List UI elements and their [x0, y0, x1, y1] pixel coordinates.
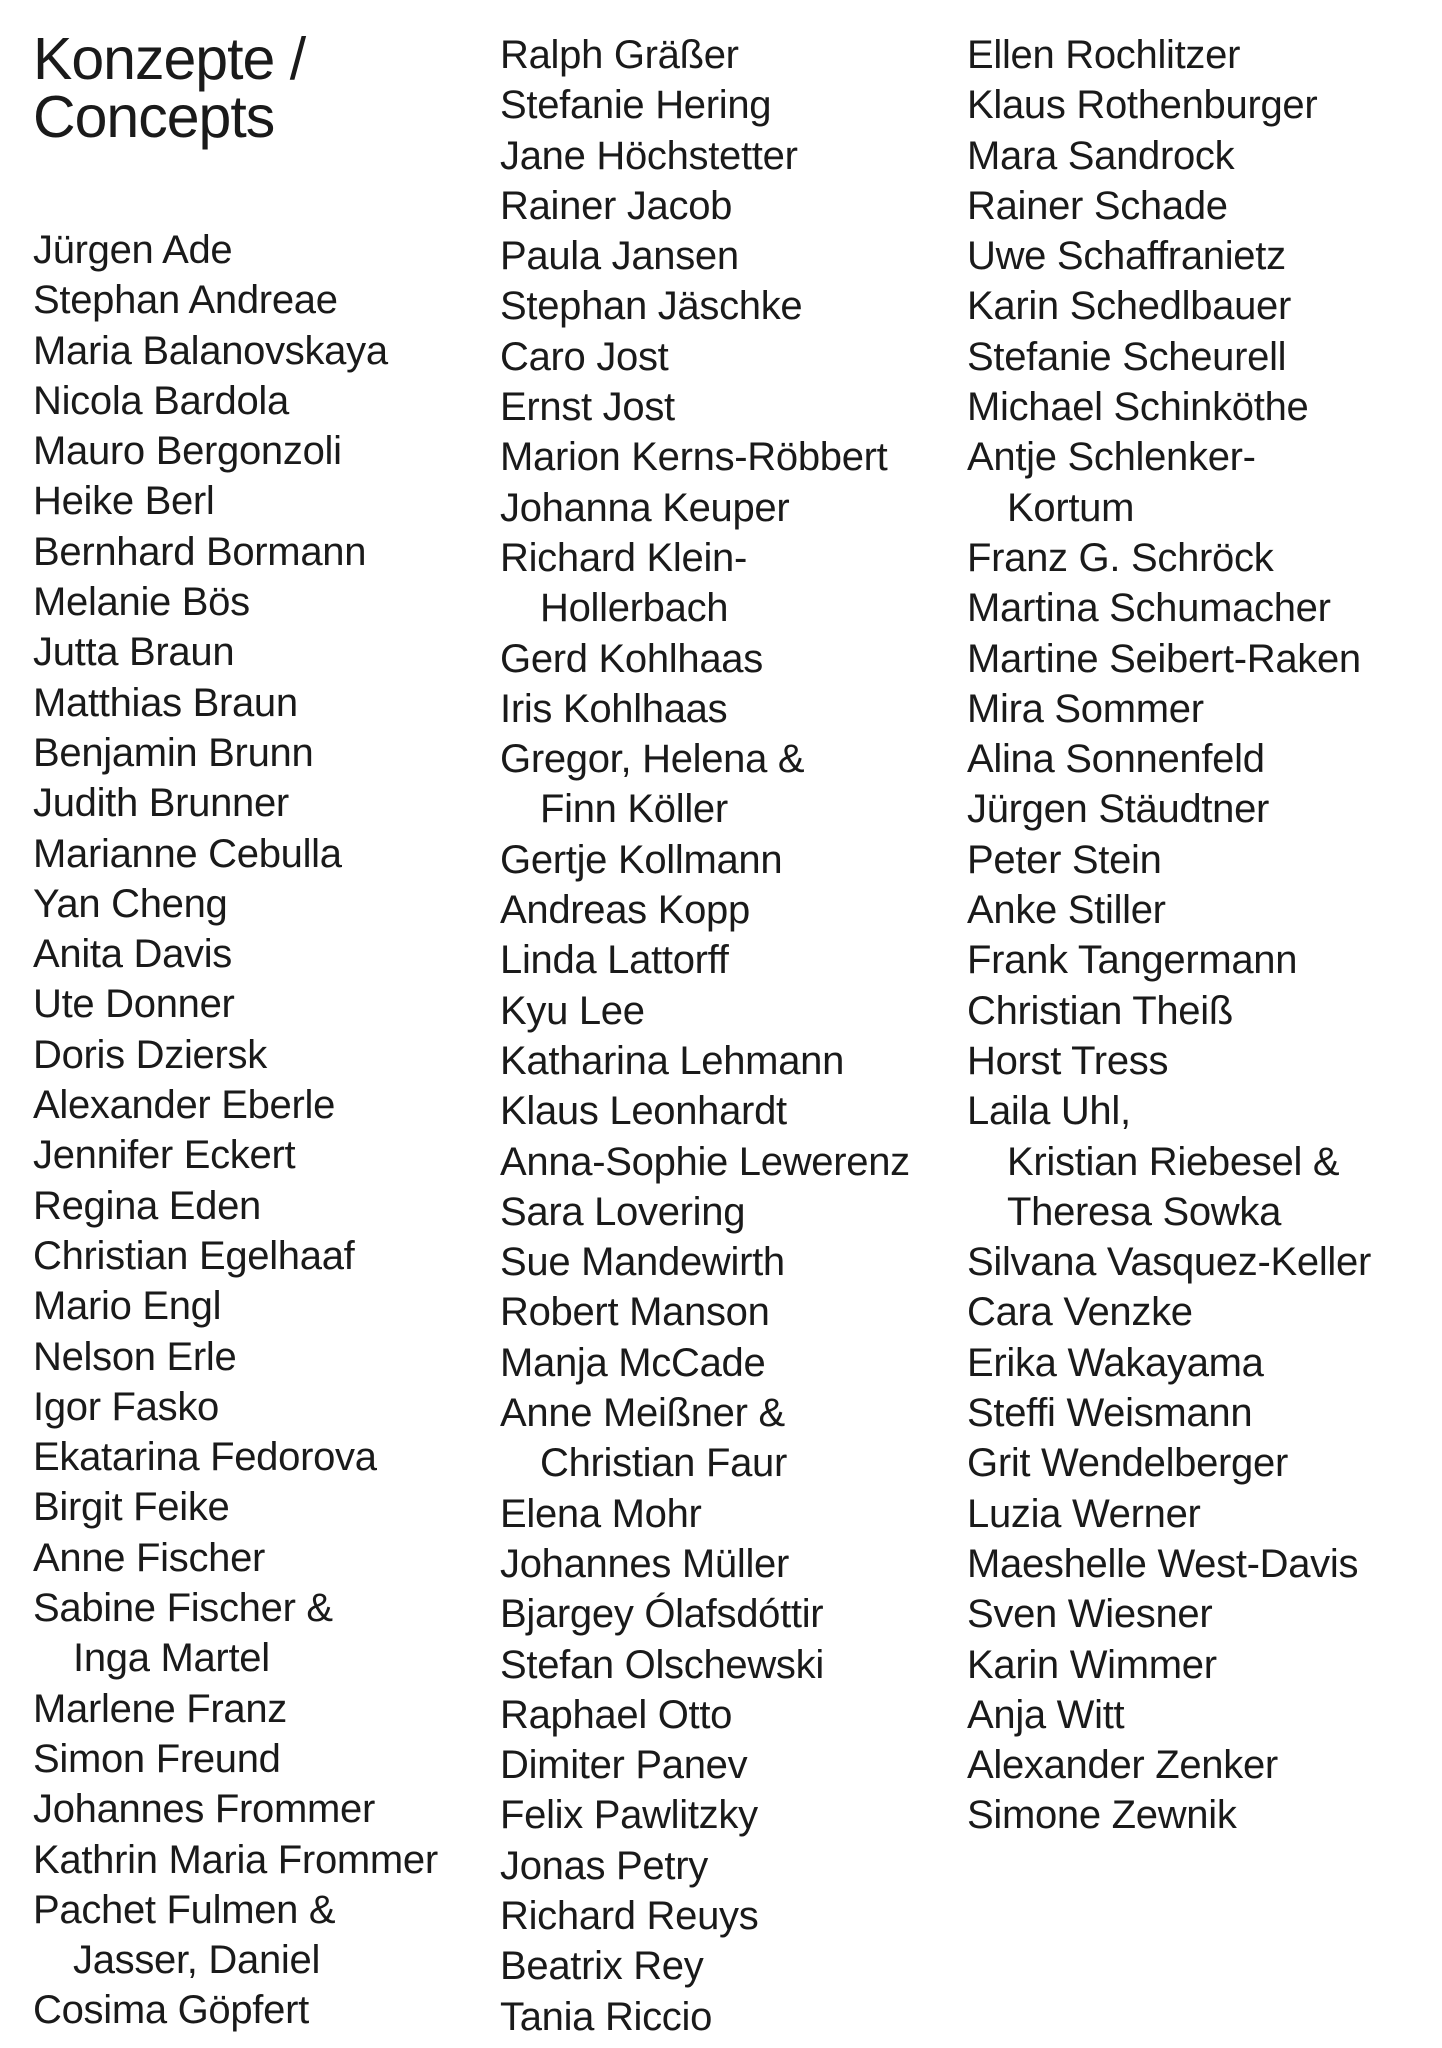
name-line: Steffi Weismann — [967, 1391, 1253, 1436]
name-line: Doris Dziersk — [33, 1032, 267, 1077]
name-entry — [967, 1790, 1437, 1840]
name-line: Rainer Schade — [967, 183, 1228, 228]
name-entry — [967, 1539, 1437, 1589]
name-entry — [967, 80, 1437, 130]
name-entry — [500, 1237, 970, 1287]
name-entry — [33, 778, 503, 828]
name-entry — [33, 376, 503, 426]
name-entry — [33, 225, 503, 275]
name-line: Klaus Leonhardt — [500, 1089, 787, 1134]
name-entry — [500, 835, 970, 885]
name-continuation-line: Christian Faur — [540, 1441, 787, 1486]
name-entry — [500, 1086, 970, 1136]
name-line: Sabine Fischer & — [33, 1586, 333, 1631]
name-entry — [500, 1338, 970, 1388]
name-entry — [33, 1231, 503, 1281]
name-entry — [500, 1287, 970, 1337]
name-line: Melanie Bös — [33, 580, 250, 625]
name-line: Nicola Bardola — [33, 378, 289, 423]
name-line: Silvana Vasquez-Keller — [967, 1240, 1371, 1285]
name-entry — [33, 577, 503, 627]
name-entry — [967, 181, 1437, 231]
name-entry — [33, 1382, 503, 1432]
name-entry — [33, 1030, 503, 1080]
name-line: Alexander Zenker — [967, 1743, 1278, 1788]
name-entry — [33, 1583, 503, 1684]
name-line: Ute Donner — [33, 982, 235, 1027]
name-line: Robert Manson — [500, 1290, 770, 1335]
name-line: Andreas Kopp — [500, 888, 750, 933]
name-line: Tania Riccio — [500, 1994, 713, 2039]
name-line: Johannes Müller — [500, 1541, 789, 1586]
name-line: Richard Klein- — [500, 535, 748, 580]
name-entry — [967, 583, 1437, 633]
name-line: Cosima Göpfert — [33, 1988, 309, 2033]
name-line: Horst Tress — [967, 1038, 1169, 1083]
name-entry — [500, 885, 970, 935]
name-entry — [33, 1332, 503, 1382]
name-line: Katharina Lehmann — [500, 1038, 845, 1083]
name-line: Karin Schedlbauer — [967, 284, 1292, 329]
name-line: Marion Kerns-Röbbert — [500, 435, 888, 480]
name-entry — [967, 1237, 1437, 1287]
name-entry — [33, 728, 503, 778]
name-entry — [500, 1539, 970, 1589]
name-entry — [967, 1489, 1437, 1539]
name-entry — [33, 1835, 503, 1885]
name-line: Ellen Rochlitzer — [967, 33, 1241, 77]
name-line: Frank Tangermann — [967, 938, 1298, 983]
name-line: Rainer Jacob — [500, 183, 733, 228]
name-line: Judith Brunner — [33, 781, 289, 826]
name-entry — [33, 1181, 503, 1231]
name-line: Mira Sommer — [967, 686, 1204, 731]
title-spacer — [33, 146, 503, 225]
name-entry — [500, 80, 970, 130]
name-line: Maria Balanovskaya — [33, 328, 388, 373]
name-entry — [967, 784, 1437, 834]
name-line: Mario Engl — [33, 1284, 222, 1329]
name-entry — [33, 326, 503, 376]
name-continuation-line: Hollerbach — [540, 586, 729, 631]
name-list — [500, 30, 970, 2042]
name-entry — [500, 281, 970, 331]
name-entry — [500, 1388, 970, 1489]
name-line: Anne Meißner & — [500, 1391, 785, 1436]
name-entry — [33, 527, 503, 577]
name-line: Dimiter Panev — [500, 1743, 748, 1788]
name-entry — [33, 879, 503, 929]
name-line: Kyu Lee — [500, 988, 645, 1033]
name-entry — [500, 181, 970, 231]
name-entry — [967, 1740, 1437, 1790]
name-entry — [500, 432, 970, 482]
name-entry — [967, 1589, 1437, 1639]
name-line: Mara Sandrock — [967, 133, 1235, 178]
name-entry — [967, 231, 1437, 281]
name-entry — [500, 533, 970, 634]
name-line: Christian Egelhaaf — [33, 1233, 355, 1278]
name-entry — [967, 1438, 1437, 1488]
name-entry — [500, 986, 970, 1036]
name-entry — [967, 131, 1437, 181]
name-entry — [500, 332, 970, 382]
name-entry — [500, 483, 970, 533]
name-entry — [33, 1432, 503, 1482]
name-entry — [33, 1885, 503, 1986]
name-line: Jennifer Eckert — [33, 1133, 296, 1178]
name-entry — [967, 734, 1437, 784]
name-entry — [500, 1790, 970, 1840]
name-line: Jane Höchstetter — [500, 133, 798, 178]
name-line: Christian Theiß — [967, 988, 1233, 1033]
name-line: Heike Berl — [33, 479, 215, 524]
name-line: Franz G. Schröck — [967, 535, 1274, 580]
name-line: Felix Pawlitzky — [500, 1793, 758, 1838]
name-line: Paula Jansen — [500, 234, 739, 279]
name-continuation-line: Theresa Sowka — [1007, 1189, 1282, 1234]
name-line: Bjargey Ólafsdóttir — [500, 1592, 824, 1637]
name-entry — [33, 1734, 503, 1784]
name-line: Stefanie Scheurell — [967, 334, 1287, 379]
name-entry — [967, 1388, 1437, 1438]
name-line: Kathrin Maria Frommer — [33, 1837, 438, 1882]
name-line: Marlene Franz — [33, 1686, 287, 1731]
name-line: Ernst Jost — [500, 385, 675, 430]
name-line: Antje Schlenker- — [967, 435, 1256, 480]
name-entry — [500, 734, 970, 835]
name-entry — [500, 30, 970, 80]
name-entry — [967, 634, 1437, 684]
name-line: Luzia Werner — [967, 1491, 1201, 1536]
name-entry — [967, 432, 1437, 533]
name-line: Sue Mandewirth — [500, 1240, 785, 1285]
name-line: Stephan Andreae — [33, 278, 338, 323]
name-line: Grit Wendelberger — [967, 1441, 1288, 1486]
name-line: Johanna Keuper — [500, 485, 790, 530]
name-line: Gerd Kohlhaas — [500, 636, 763, 681]
name-line: Richard Reuys — [500, 1893, 759, 1938]
name-entry — [967, 885, 1437, 935]
name-line: Ralph Gräßer — [500, 33, 739, 77]
name-line: Sven Wiesner — [967, 1592, 1213, 1637]
name-entry — [967, 684, 1437, 734]
name-line: Manja McCade — [500, 1340, 766, 1385]
name-line: Mauro Bergonzoli — [33, 429, 342, 474]
name-entry — [500, 131, 970, 181]
name-entry — [500, 684, 970, 734]
name-line: Gertje Kollmann — [500, 837, 783, 882]
name-entry — [500, 1941, 970, 1991]
name-entry — [33, 275, 503, 325]
name-line: Jonas Petry — [500, 1843, 708, 1888]
name-line: Jürgen Stäudtner — [967, 787, 1270, 832]
name-entry — [967, 30, 1437, 80]
name-entry — [967, 835, 1437, 885]
name-entry — [500, 1589, 970, 1639]
name-entry — [967, 332, 1437, 382]
name-entry — [33, 1985, 503, 2035]
name-entry — [33, 1784, 503, 1834]
name-line: Alina Sonnenfeld — [967, 737, 1265, 782]
name-continuation-line: Inga Martel — [73, 1636, 270, 1681]
name-entry — [33, 979, 503, 1029]
name-line: Iris Kohlhaas — [500, 686, 728, 731]
name-entry — [33, 1482, 503, 1532]
name-entry — [500, 634, 970, 684]
name-entry — [967, 1640, 1437, 1690]
name-line: Pachet Fulmen & — [33, 1887, 336, 1932]
name-continuation-line: Kortum — [1007, 485, 1135, 530]
name-list — [967, 30, 1437, 1841]
name-line: Laila Uhl, — [967, 1089, 1131, 1134]
name-line: Klaus Rothenburger — [967, 83, 1318, 128]
name-line: Anita Davis — [33, 932, 233, 977]
page-title-line-1: Konzepte / — [33, 26, 306, 92]
name-line: Jutta Braun — [33, 630, 235, 675]
name-entry — [967, 1086, 1437, 1237]
name-line: Martina Schumacher — [967, 586, 1331, 631]
name-entry — [500, 1137, 970, 1187]
name-entry — [33, 426, 503, 476]
name-entry — [967, 986, 1437, 1036]
name-entry — [500, 1891, 970, 1941]
name-line: Igor Fasko — [33, 1384, 219, 1429]
name-line: Marianne Cebulla — [33, 831, 342, 876]
name-entry — [967, 1338, 1437, 1388]
names-column-3 — [967, 30, 1437, 1841]
name-continuation-line: Finn Köller — [540, 787, 728, 832]
name-line: Karin Wimmer — [967, 1642, 1217, 1687]
name-line: Peter Stein — [967, 837, 1162, 882]
name-line: Gregor, Helena & — [500, 737, 805, 782]
name-line: Anja Witt — [967, 1692, 1125, 1737]
name-line: Alexander Eberle — [33, 1083, 336, 1128]
name-entry — [500, 1187, 970, 1237]
name-line: Martine Seibert-Raken — [967, 636, 1361, 681]
name-entry — [33, 476, 503, 526]
name-line: Anna-Sophie Lewerenz — [500, 1139, 910, 1184]
name-line: Linda Lattorff — [500, 938, 729, 983]
name-entry — [33, 1533, 503, 1583]
name-entry — [33, 1130, 503, 1180]
name-entry — [967, 935, 1437, 985]
name-entry — [33, 1281, 503, 1331]
name-line: Sara Lovering — [500, 1189, 746, 1234]
name-line: Bernhard Bormann — [33, 529, 367, 574]
name-line: Birgit Feike — [33, 1485, 230, 1530]
name-entry — [967, 533, 1437, 583]
name-line: Cara Venzke — [967, 1290, 1193, 1335]
name-entry — [33, 829, 503, 879]
name-entry — [500, 1992, 970, 2042]
name-line: Matthias Braun — [33, 680, 298, 725]
name-line: Jürgen Ade — [33, 228, 233, 272]
names-column-2 — [500, 30, 970, 2042]
name-entry — [500, 1690, 970, 1740]
name-line: Yan Cheng — [33, 881, 228, 926]
name-entry — [967, 1287, 1437, 1337]
name-entry — [967, 1036, 1437, 1086]
name-line: Anne Fischer — [33, 1535, 266, 1580]
name-line: Johannes Frommer — [33, 1787, 375, 1832]
name-line: Erika Wakayama — [967, 1340, 1264, 1385]
name-line: Stefanie Hering — [500, 83, 772, 128]
name-line: Anke Stiller — [967, 888, 1166, 933]
name-entry — [33, 1684, 503, 1734]
name-entry — [33, 1080, 503, 1130]
name-line: Uwe Schaffranietz — [967, 234, 1286, 279]
name-line: Benjamin Brunn — [33, 730, 314, 775]
name-line: Stefan Olschewski — [500, 1642, 824, 1687]
name-entry — [967, 1690, 1437, 1740]
name-line: Regina Eden — [33, 1183, 261, 1228]
page-title — [33, 26, 503, 150]
name-entry — [33, 627, 503, 677]
names-column-1 — [33, 26, 503, 2036]
name-line: Beatrix Rey — [500, 1944, 704, 1989]
name-entry — [500, 1640, 970, 1690]
name-continuation-line: Kristian Riebesel & — [1007, 1139, 1340, 1184]
name-entry — [500, 1841, 970, 1891]
name-entry — [500, 1740, 970, 1790]
name-line: Ekatarina Fedorova — [33, 1435, 377, 1480]
name-line: Nelson Erle — [33, 1334, 237, 1379]
name-line: Caro Jost — [500, 334, 669, 379]
name-continuation-line: Jasser, Daniel — [73, 1938, 321, 1983]
name-line: Raphael Otto — [500, 1692, 733, 1737]
name-entry — [500, 1036, 970, 1086]
page-title-line-2: Concepts — [33, 84, 275, 150]
name-list — [33, 225, 503, 2036]
name-line: Elena Mohr — [500, 1491, 702, 1536]
name-entry — [967, 382, 1437, 432]
name-entry — [500, 231, 970, 281]
name-entry — [967, 281, 1437, 331]
name-line: Simon Freund — [33, 1736, 281, 1781]
name-line: Maeshelle West-Davis — [967, 1541, 1359, 1586]
name-line: Simone Zewnik — [967, 1793, 1237, 1838]
name-entry — [500, 1489, 970, 1539]
name-entry — [500, 382, 970, 432]
name-entry — [33, 929, 503, 979]
name-entry — [33, 678, 503, 728]
name-line: Michael Schinköthe — [967, 385, 1309, 430]
name-line: Stephan Jäschke — [500, 284, 803, 329]
name-entry — [500, 935, 970, 985]
